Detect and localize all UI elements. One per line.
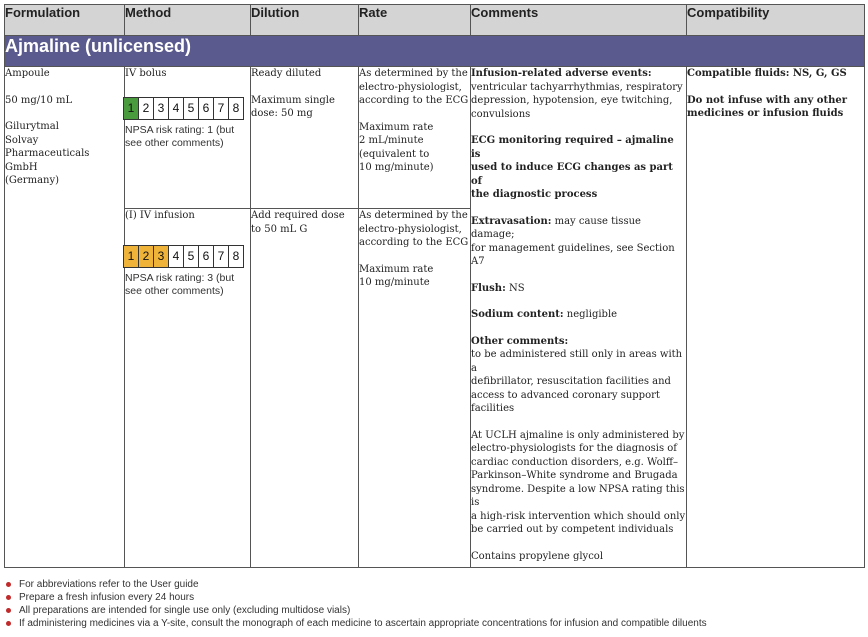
uclh-line: cardiac conduction disorders, e.g. Wolff– xyxy=(471,456,678,468)
uclh-line: At UCLH ajmaline is only administered by xyxy=(471,429,685,441)
fluids-heading: Compatible fluids: xyxy=(687,68,790,79)
rate-line: electro-physiologist, xyxy=(359,223,462,235)
dilution-infusion-cell xyxy=(251,209,359,568)
method-bolus-cell xyxy=(125,67,251,209)
compatible-fluids xyxy=(687,67,864,81)
footnote xyxy=(6,617,862,630)
bullet-icon xyxy=(6,621,11,626)
flush-heading: Flush: xyxy=(471,282,506,294)
flush-value: NS xyxy=(505,282,525,294)
npsa-cell: 1 xyxy=(123,245,139,268)
npsa-cell: 8 xyxy=(229,245,244,268)
rate-line: (equivalent to xyxy=(359,148,430,160)
method-infusion-cell xyxy=(125,209,251,568)
bullet-icon xyxy=(6,582,11,587)
npsa-cell: 5 xyxy=(184,245,199,268)
brand-line: Solvay xyxy=(5,134,39,146)
bullet-icon xyxy=(6,608,11,613)
rate-line: according to the ECG xyxy=(359,95,469,106)
comments-cell xyxy=(471,67,687,568)
formulation-form: Ampoule xyxy=(5,68,50,79)
rate-line: Maximum rate xyxy=(359,263,434,275)
flush-text xyxy=(471,282,686,296)
dilution-line: Maximum single xyxy=(251,94,335,106)
uclh-line: Parkinson–White syndrome and Brugada xyxy=(471,470,678,481)
other-line: to be administered still only in areas with a xyxy=(471,349,683,374)
npsa-risk-text: NPSA risk rating: 1 (but xyxy=(125,123,235,136)
rate-infusion-cell xyxy=(359,209,471,568)
npsa-cell: 4 xyxy=(169,97,184,120)
footnote-text: All preparations are intended for single use only (excluding multidose vials) xyxy=(19,605,351,616)
rate-bolus-cell xyxy=(359,67,471,209)
dilution-line: Ready diluted xyxy=(251,68,322,79)
rate-line: 2 mL/minute xyxy=(359,135,424,146)
npsa-cell: 7 xyxy=(214,97,229,120)
footnote xyxy=(6,604,862,617)
dilution-line: Add required dose xyxy=(251,210,345,222)
method-name: (I) IV infusion xyxy=(125,210,195,222)
uclh-line: be carried out by competent individuals xyxy=(471,524,674,535)
brand-line: Gilurytmal xyxy=(5,121,59,132)
adverse-heading: Infusion-related adverse events: xyxy=(471,68,652,79)
rate-line: electro-physiologist, xyxy=(359,81,462,93)
npsa-cell: 6 xyxy=(199,245,214,268)
extravasation-heading: Extravasation: xyxy=(471,215,552,227)
ecg-line: the diagnostic process xyxy=(471,189,598,200)
dilution-line: to 50 mL G xyxy=(251,223,308,235)
npsa-scale xyxy=(123,245,250,268)
footnote-text: If administering medicines via a Y-site, consult the monograph of each medicine to ascertain appropriate concentrations for infusion and compatible diluents xyxy=(19,618,707,629)
warning-line: Do not infuse with any other xyxy=(687,94,847,106)
npsa-risk-text: see other comments) xyxy=(125,136,224,149)
npsa-cell: 2 xyxy=(139,245,154,268)
dilution-line: dose: 50 mg xyxy=(251,108,313,119)
compatibility-cell xyxy=(687,67,865,568)
uclh-line: a high-risk intervention which should only xyxy=(471,510,686,522)
uclh-line: electro-physiologists for the diagnosis of xyxy=(471,443,677,454)
footnote xyxy=(6,591,862,604)
adverse-line: convulsions xyxy=(471,108,531,120)
ecg-line: used to induce ECG changes as part of xyxy=(471,162,673,187)
adverse-line: ventricular tachyarrhythmias, respiratory xyxy=(471,81,683,93)
npsa-cell: 2 xyxy=(139,97,154,120)
brand-line: Pharmaceuticals xyxy=(5,148,90,159)
propylene-note: Contains propylene glycol xyxy=(471,550,604,562)
npsa-cell: 3 xyxy=(154,245,169,268)
other-line: defibrillator, resuscitation facilities and xyxy=(471,376,671,387)
npsa-cell: 6 xyxy=(199,97,214,120)
method-row-1 xyxy=(5,67,865,209)
bullet-icon xyxy=(6,595,11,600)
sodium-value: negligible xyxy=(563,309,618,320)
uclh-line: syndrome. Despite a low NPSA rating this is xyxy=(471,483,685,508)
npsa-cell: 1 xyxy=(123,97,139,120)
formulation-cell xyxy=(5,67,125,568)
rate-line: As determined by the xyxy=(359,68,468,79)
extravasation-line: may cause tissue damage; xyxy=(471,215,641,240)
rate-line: Maximum rate xyxy=(359,121,434,133)
fluids-value: NS, G, GS xyxy=(789,68,847,79)
extravasation-line: for management guidelines, see Section A7 xyxy=(471,242,675,267)
rate-line: according to the ECG xyxy=(359,237,469,249)
adverse-line: depression, hypotension, eye twitching, xyxy=(471,95,673,106)
footnote-text: Prepare a fresh infusion every 24 hours xyxy=(19,592,195,603)
other-line: access to advanced coronary support xyxy=(471,389,660,401)
sodium-text xyxy=(471,308,686,322)
sodium-heading: Sodium content: xyxy=(471,309,564,320)
extravasation-text xyxy=(471,215,686,242)
npsa-risk-text: NPSA risk rating: 3 (but xyxy=(125,271,235,284)
monograph-table xyxy=(4,4,865,568)
footnote-text: For abbreviations refer to the User guide xyxy=(19,579,199,590)
npsa-cell: 8 xyxy=(229,97,244,120)
drug-title: Ajmaline (unlicensed) xyxy=(5,36,865,67)
method-name: IV bolus xyxy=(125,68,167,79)
npsa-cell: 4 xyxy=(169,245,184,268)
header-method: Method xyxy=(125,5,251,36)
rate-line: As determined by the xyxy=(359,210,468,222)
header-formulation: Formulation xyxy=(5,5,125,36)
footnote xyxy=(6,578,862,591)
npsa-scale xyxy=(123,97,250,120)
other-line: facilities xyxy=(471,403,515,414)
warning-line: medicines or infusion fluids xyxy=(687,108,844,119)
npsa-risk-text: see other comments) xyxy=(125,284,224,297)
header-rate: Rate xyxy=(359,5,471,36)
npsa-cell: 3 xyxy=(154,97,169,120)
formulation-strength: 50 mg/10 mL xyxy=(5,94,73,106)
ecg-line: ECG monitoring required – ajmaline is xyxy=(471,135,674,160)
footnotes xyxy=(6,578,862,630)
header-compatibility: Compatibility xyxy=(687,5,865,36)
npsa-cell: 5 xyxy=(184,97,199,120)
dilution-bolus-cell xyxy=(251,67,359,209)
brand-line: GmbH xyxy=(5,161,38,173)
npsa-cell: 7 xyxy=(214,245,229,268)
header-dilution: Dilution xyxy=(251,5,359,36)
rate-line: 10 mg/minute xyxy=(359,277,430,289)
header-row xyxy=(5,5,865,36)
other-heading: Other comments: xyxy=(471,335,569,347)
rate-line: 10 mg/minute) xyxy=(359,162,434,173)
brand-line: (Germany) xyxy=(5,175,60,186)
header-comments: Comments xyxy=(471,5,687,36)
drug-title-row xyxy=(5,36,865,67)
